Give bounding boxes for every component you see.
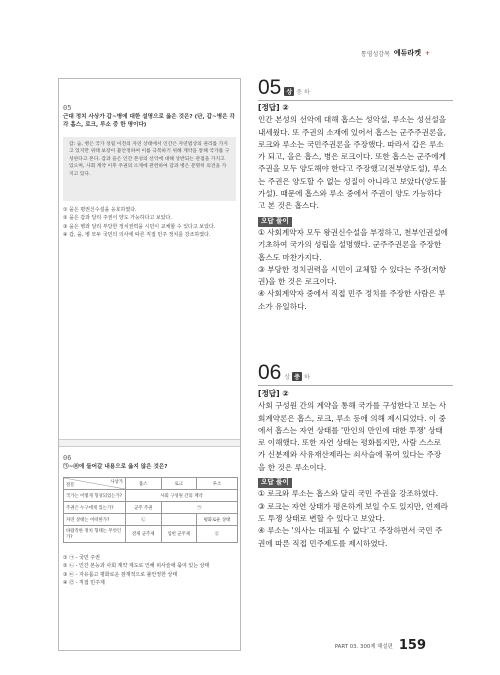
header-subtitle: 통영성감목 bbox=[360, 50, 390, 58]
list-item: ③ 로크는 자연 상태가 평온하게 보일 수도 있지만, 언제라도 투쟁 상태로 변할 수 있다고 보았다. bbox=[258, 501, 448, 523]
list-item: ③ 부당한 정치권력을 시민이 교체할 수 있다는 주장(저항권)을 한 것은 로크이다. bbox=[258, 264, 447, 287]
answer-label: [정답] ② bbox=[258, 103, 289, 112]
list-item: ④ 루소는 '의사는 대표될 수 없다'고 주장하면서 국민 주권에 따른 직접 민주제도를 제시하였다. bbox=[258, 526, 443, 548]
q5-question: 근대 정치 사상가 갑~병에 대한 설명으로 옳은 것은? (단, 갑~병은 각각 홉스, 로크, 루소 중 한 명이다) bbox=[63, 114, 235, 129]
difficulty-levels bbox=[284, 372, 309, 381]
header-brand: 에듀라켓 bbox=[393, 49, 421, 57]
page-footer bbox=[335, 638, 426, 653]
corner-top: 사상가 bbox=[110, 480, 123, 485]
corner-bottom: 질문 bbox=[66, 483, 75, 488]
diagonal-line bbox=[64, 478, 125, 489]
table-cell: 평화로운 상태 bbox=[197, 514, 238, 526]
footer-part: PART 03. 300제 해설편 bbox=[334, 643, 393, 650]
q6-header bbox=[63, 453, 236, 471]
table-cell: 전제 군주제 bbox=[126, 526, 162, 543]
plus-icon: + bbox=[424, 49, 430, 57]
table-cell: 주권은 누구에게 있는가? bbox=[64, 502, 126, 514]
section-number: 06 bbox=[258, 361, 282, 384]
q6-options bbox=[63, 555, 236, 588]
table-cell: 국가는 어떻게 형성되었는가? bbox=[64, 490, 126, 502]
q5-option: ③ 을은 병과 달리 부당한 정치권력을 시민이 교체할 수 있다고 보았다. bbox=[63, 223, 216, 230]
explanation-text: 사회 구성원 간의 계약을 통해 국가를 구성한다고 보는 사회계약론은 홉스, 로크, 루소 등에 의해 제시되었다. 이 중에서 홉스는 자연 상태를 '만인의 만인에 대한 투쟁' 상태로 이해했다. 또한 자연 상태는 평화롭지만, 사람 스스로가 신분제와 사유재산제라는 쇠사슬에 묶여 있다는 주장을 한 것은 루소이다. bbox=[258, 401, 447, 472]
q5-option: ① 을은 평권신수설을 옹호하였다. bbox=[63, 207, 137, 213]
list-item: ④ 사회계약자 중에서 직접 민주 정치를 주장한 사람은 루소가 유일하다. bbox=[258, 289, 446, 311]
q5-header bbox=[63, 103, 236, 129]
q6-option: ① ㉠ - 국민 주권 bbox=[63, 555, 100, 561]
level-badge: 하 bbox=[303, 374, 310, 381]
divider bbox=[59, 439, 240, 447]
table-cell: ㉠ bbox=[161, 502, 238, 514]
table-row bbox=[64, 502, 238, 514]
level-badge: 중 bbox=[294, 374, 300, 381]
table-cell: 군주 주권 bbox=[126, 502, 162, 514]
section-05-body bbox=[258, 102, 448, 313]
section-06-body bbox=[258, 388, 448, 550]
answer-label: [정답] ② bbox=[258, 389, 289, 398]
q5-passage: 갑: 숨, 병은 국가 성립 이전의 자연 상태에서 인간은 자연법상의 권리를 가지고 있지만 위태 보장이 불안정하여 이를 극복하기 위해 계약을 통해 국가를 구성한다고 본다. 갑과 을은 인간 본성의 선악에 대해 상반되는 관점을 가지고 있으며, 사회 계약 이후 주권의 소재에 관련하여 갑과 병은 분명히 의견을 가지고 있다. bbox=[63, 137, 236, 201]
table-cell: 입헌 군주제 bbox=[161, 526, 197, 543]
table-header: 로크 bbox=[161, 478, 197, 490]
table-cell: ㉢ bbox=[197, 526, 238, 543]
q6-table bbox=[63, 477, 238, 543]
table-header: 홉스 bbox=[126, 478, 162, 490]
section-rule bbox=[258, 100, 453, 101]
table-cell: 바람직한 정치 형태는 무엇인가? bbox=[64, 526, 126, 543]
explanation-text: 인간 본성의 선악에 대해 홉스는 성악설, 루소는 성선설을 내세웠다. 또 주권의 소재에 있어서 홉스는 군주주권론을, 로크와 루소는 국민주권론을 주장했다. 따라서 갑은 루소가 되고, 을은 홉스, 병은 로크이다. 또한 홉스는 군주에게 주권을 모두 양도해야 한다고 주장했고(전부양도설), 루소는 주권은 양도할 수 없는 성질이 아니라고 보았다(양도불가설). 때문에 홉스와 루소 중에서 주권이 양도 가능하다고 본 것은 홉스다. bbox=[258, 115, 448, 211]
difficulty-levels bbox=[284, 87, 309, 96]
table-header: 루소 bbox=[197, 478, 238, 490]
table-cell: 사회 구성원 간의 계약 bbox=[126, 490, 238, 502]
table-cell: 자연 상태는 어떠한가? bbox=[64, 514, 126, 526]
section-rule bbox=[258, 385, 453, 386]
running-header bbox=[361, 48, 430, 58]
list-item: ① 로크와 루소는 홉스와 달리 국민 주권을 강조하였다. bbox=[258, 489, 439, 499]
q5-option: ② 을은 갑과 달리 주권이 양도 가능하다고 보았다. bbox=[63, 215, 172, 222]
level-badge: 중 bbox=[296, 89, 302, 96]
question-panel bbox=[58, 78, 241, 651]
q6-number: 06 bbox=[63, 454, 72, 462]
q6-option: ② ㉡ - 인간 본능과 사회 계약 제도로 인해 피사슬에 묶여 있는 상태 bbox=[63, 563, 210, 570]
q6-option: ③ ㉢ - 자유롭고 평화로운 잠재적으로 불안정한 상태 bbox=[63, 571, 178, 578]
list-item: ① 사회계약자 모두 왕권신수설을 부정하고, 천부인권설에 기초하여 국가의 성립을 설명했다. 군주주권론을 주장한 홉스도 마찬가지다. bbox=[258, 227, 449, 262]
section-05-heading bbox=[258, 77, 310, 98]
table-row bbox=[64, 514, 238, 526]
q5-options bbox=[63, 207, 236, 240]
q6-option: ④ ㉣ - 직접 민주제 bbox=[63, 579, 105, 586]
section-06-heading bbox=[258, 362, 310, 383]
wrong-answer-tag: 오답 풀이 bbox=[258, 478, 292, 488]
q6-question: ㉠~㉣에 들어갈 내용으로 옳지 않은 것은? bbox=[63, 464, 168, 471]
level-badge: 하 bbox=[303, 89, 310, 96]
page-number: 159 bbox=[398, 638, 426, 653]
table-row bbox=[64, 526, 238, 543]
level-badge: 상 bbox=[284, 374, 291, 381]
table-corner bbox=[64, 478, 126, 490]
q5-number: 05 bbox=[63, 104, 72, 112]
table-header-row bbox=[64, 478, 238, 490]
table-row bbox=[64, 490, 238, 502]
table-cell bbox=[161, 514, 197, 526]
wrong-answer-tag: 오답 풀이 bbox=[258, 217, 292, 227]
section-number: 05 bbox=[258, 76, 282, 99]
table-cell: ㉡ bbox=[126, 514, 162, 526]
level-badge: 상 bbox=[286, 89, 293, 96]
q5-option: ④ 갑, 을, 병 모두 국민의 의사에 따른 직접 민주 정치를 강조하였다. bbox=[63, 231, 211, 238]
